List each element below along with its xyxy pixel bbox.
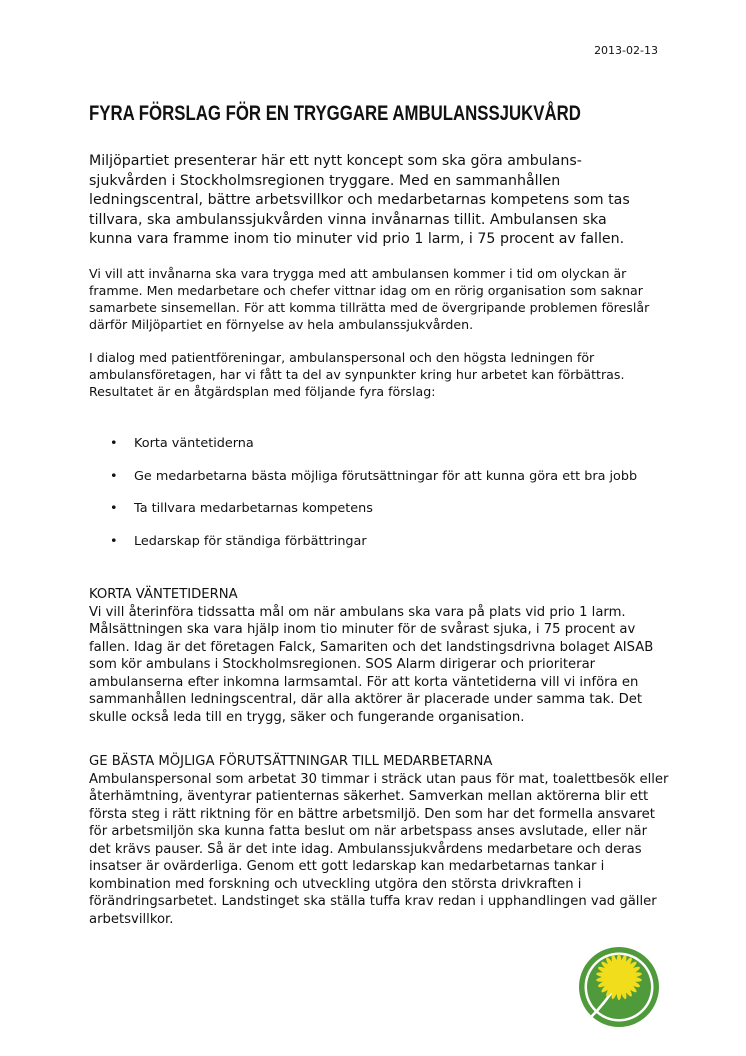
bullet-marker: • [110,436,118,451]
section-best-conditions [89,753,669,928]
section-short-wait-times [89,586,669,726]
list-item [110,501,637,534]
body-paragraph-2: I dialog med patientföreningar, ambulanspersonal och den högsta ledningen för ambulansföretagen, har vi fått ta del av synpunkter kring hur arbetet kan förbättras. Resultatet är en åtgärdsplan med följande fyra förslag: [89,350,625,399]
list-item-text: Ledarskap för ständiga förbättringar [134,533,367,549]
bullet-marker: • [110,501,118,516]
bullet-marker: • [110,468,118,484]
proposal-list [110,436,637,566]
intro-paragraph: Miljöpartiet presenterar här ett nytt koncept som ska göra ambulans-sjukvården i Stockholmsregionen tryggare. Med en sammanhållen ledningscentral, bättre arbetsvillkor och medarbetarnas kompetens som tas tillvara, ska ambulanssjukvården vinna invånarnas tillit. Ambulansen ska kunna vara framme inom tio minuter vid prio 1 larm, i 75 procent av fallen. [89,153,630,248]
list-item-text: Korta väntetiderna [134,436,254,451]
bullet-marker: • [110,533,118,549]
list-item-text: Ta tillvara medarbetarnas kompetens [134,501,373,516]
list-item [110,534,637,567]
list-item [110,469,637,502]
section-heading: GE BÄSTA MÖJLIGA FÖRUTSÄTTNINGAR TILL MEDARBETARNA [89,754,493,769]
body-paragraph-1: Vi vill att invånarna ska vara trygga med att ambulansen kommer i tid om olyckan är framme. Men medarbetare och chefer vittnar idag om en rörig organisation som saknar samarbete sinsemellan. För att komma tillrätta med de övergripande problemen föreslår därför Miljöpartiet en förnyelse av hela ambulanssjukvården. [89,266,650,332]
section-heading: KORTA VÄNTETIDERNA [89,587,238,602]
document-title: FYRA FÖRSLAG FÖR EN TRYGGARE AMBULANSSJUKVÅRD [89,102,581,125]
section-text: Ambulanspersonal som arbetat 30 timmar i sträck utan paus för mat, toalettbesök eller återhämtning, äventyrar patienternas säkerhet. Samverkan mellan aktörerna blir ett första steg i rätt riktning för en bättre arbetsmiljö. Den som har det formella ansvaret för arbetsmiljön ska kunna fatta beslut om när arbetspass anses avslutade, eller när det krävs pauser. Så är det inte idag. Ambulanssjukvårdens medarbetare och deras insatser är ovärderliga. Genom ett gott ledarskap kan medarbetarnas tankar i kombination med forskning och utveckling utgöra den största drivkraften i förändringsarbetet. Landstinget ska ställa tuffa krav redan i upphandlingen vad gäller arbetsvillkor. [89,771,669,927]
list-item [110,436,637,469]
list-item-text: Ge medarbetarna bästa möjliga förutsättningar för att kunna göra ett bra jobb [134,468,638,484]
document-date: 2013-02-13 [594,44,658,57]
section-text: Vi vill återinföra tidssatta mål om när ambulans ska vara på plats vid prio 1 larm. Målsättningen ska vara hjälp inom tio minuter för de svårast sjuka, i 75 procent av fallen. Idag är det företagen Falck, Samariten och det landstingsdrivna bolaget AISAB som kör ambulans i Stockholmsregionen. SOS Alarm dirigerar och prioriterar ambulanserna efter inkomna larmsamtal. För att korta väntetiderna vill vi införa en sammanhållen ledningscentral, där alla aktörer är placerade under samma tak. Det skulle också leda till en trygg, säker och fungerande organisation. [89,604,654,725]
dandelion-logo-icon [578,946,660,1028]
